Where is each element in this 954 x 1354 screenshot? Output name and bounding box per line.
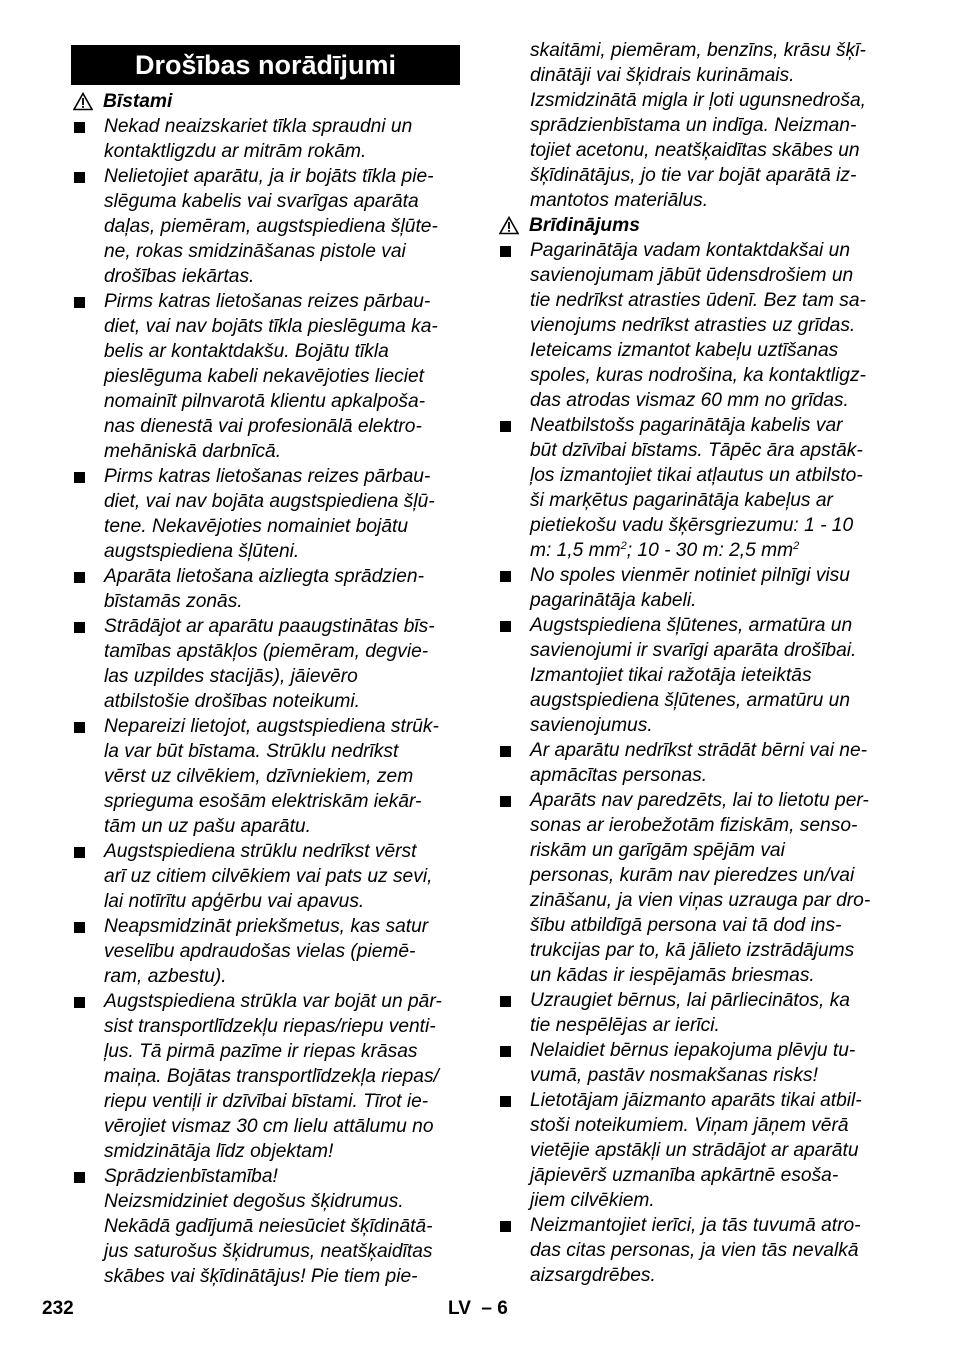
list-item-text: Sprādzienbīstamība! Neizsmidziniet degošus šķidrumus. Nekādā gadījumā neiesūciet šķīdinātā- jus saturošus šķidrumus, neatšķaidītas skābes vai šķīdinātājus! Pie tiem pie- xyxy=(104,1166,433,1287)
list-item-text: Augstspiediena strūklu nedrīkst vērst arī uz citiem cilvēkiem vai pats uz sevi, lai notīrītu apģērbu vai apavus. xyxy=(104,841,433,912)
list-item-text: Nepareizi lietojot, augstspiediena strūk- la var būt bīstama. Strūklu nedrīkst vērst uz cilvēkiem, dzīvniekiem, zem sprieguma esošām elektriskām iekār- tām un uz pašu aparātu. xyxy=(104,716,439,837)
list-item xyxy=(497,238,889,413)
list-item-text: Aparāts nav paredzēts, lai to lietotu per- sonas ar ierobežotām fiziskām, senso- riskām un garīgām spējām vai personas, kurām nav pieredzes un/vai zināšanu, ja vien viņas uzrauga par dro- šību atbildīgā persona vai tā dod ins- trukcijas par to, kā jālieto izstrādājums un kādas ir iespējamās briesmas. xyxy=(530,790,871,986)
square-bullet-icon xyxy=(500,571,511,582)
superscript: 2 xyxy=(793,540,800,552)
list-item xyxy=(497,788,889,988)
square-bullet-icon xyxy=(500,746,511,757)
list-item xyxy=(497,563,889,613)
list-item xyxy=(497,1088,889,1213)
list-item xyxy=(71,289,460,464)
list-item xyxy=(71,714,460,839)
square-bullet-icon xyxy=(74,122,85,133)
square-bullet-icon xyxy=(500,421,511,432)
list-item-text: Uzraugiet bērnus, lai pārliecinātos, ka tie nespēlējas ar ierīci. xyxy=(530,990,850,1036)
square-bullet-icon xyxy=(500,621,511,632)
right-column xyxy=(497,38,889,1288)
list-item-text: Nelietojiet aparātu, ja ir bojāts tīkla pie- slēguma kabelis vai svarīgas aparāta daļas, piemēram, augstspiediena šļūte- ne, rokas smidzināšanas pistole vai drošības iekārtas. xyxy=(104,166,438,287)
square-bullet-icon xyxy=(74,572,85,583)
danger-heading xyxy=(71,89,460,114)
danger-heading-label: Bīstami xyxy=(103,91,173,112)
list-item xyxy=(497,988,889,1038)
list-item xyxy=(71,1164,460,1289)
list-item-text: Lietotājam jāizmanto aparāts tikai atbil- stoši noteikumiem. Viņam jāņem vērā vietējie apstākļi un strādājot ar aparātu jāpievērš uzmanība apkārtnē esoša- jiem cilvēkiem. xyxy=(530,1090,862,1211)
list-item-text: Aparāta lietošana aizliegta sprādzien- bīstamās zonās. xyxy=(104,566,424,612)
square-bullet-icon xyxy=(500,796,511,807)
square-bullet-icon xyxy=(500,1046,511,1057)
list-item-text: Neizmantojiet ierīci, ja tās tuvumā atro- das citas personas, ja vien tās nevalkā aizsargdrēbes. xyxy=(530,1215,861,1286)
list-item-text: Nelaidiet bērnus iepakojuma plēvju tu- vumā, pastāv nosmakšanas risks! xyxy=(530,1040,856,1086)
list-item xyxy=(71,914,460,989)
list-item-text: Pirms katras lietošanas reizes pārbau- diet, vai nav bojāts tīkla pieslēguma ka- belis ar kontaktdakšu. Bojātu tīkla pieslēguma kabeli nekavējoties lieciet nomainīt pilnvarotā klientu apkalpoša- nas dienestā vai profesionālā elektro- mehāniskā darbnīcā. xyxy=(104,291,438,462)
warning-triangle-icon xyxy=(73,92,93,111)
list-item-text: Nekad neaizskariet tīkla spraudni un kontaktligzdu ar mitrām rokām. xyxy=(104,116,413,162)
list-item-text: Pagarinātāja vadam kontaktdakšai un savienojumam jābūt ūdensdrošiem un tie nedrīkst atrasties ūdenī. Bez tam sa- vienojums nedrīkst atrasties uz grīdas. Ieteicams izmantot kabeļu uztīšanas spoles, kuras nodrošina, ka kontaktligz- das atrodas vismaz 60 mm no grīdas. xyxy=(530,240,866,411)
left-column xyxy=(71,89,460,1289)
cable-text-a: Neatbilstošs pagarinātāja kabelis var būt dzīvībai bīstams. Tāpēc āra apstāk- ļos izmantojiet tikai atļautus un atbilsto- ši marķētus pagarinātāja kabeļus ar pietiekošu vadu šķērsgriezumu: 1 - 10 m: 1,5 mm xyxy=(530,415,863,561)
list-item-text: Augstspiediena strūkla var bojāt un pār- sist transportlīdzekļu riepas/riepu venti- ļus. Tā pirmā pazīme ir riepas krāsas maiņa. Bojātas transportlīdzekļa riepas/ riepu ventiļi ir dzīvībai bīstami. Tīrot ie- vērojiet vismaz 30 cm lielu attālumu no smidzinātāja līdz objektam! xyxy=(104,991,442,1162)
page-number: 232 xyxy=(42,1298,74,1319)
warning-heading xyxy=(497,213,889,238)
warning-list xyxy=(497,238,889,1288)
list-item xyxy=(71,989,460,1164)
warning-list-rest xyxy=(497,563,889,1288)
list-item xyxy=(71,839,460,914)
warning-triangle-icon xyxy=(499,216,519,235)
language-page-label: LV – 6 xyxy=(448,1298,508,1319)
list-item-text: Strādājot ar aparātu paaugstinātas bīs- tamības apstākļos (piemēram, degvie- las uzpildes stacijās), jāievēro atbilstošie drošības noteikumi. xyxy=(104,616,435,712)
square-bullet-icon xyxy=(500,996,511,1007)
list-item xyxy=(497,738,889,788)
list-item-text: Ar aparātu nedrīkst strādāt bērni vai ne- apmācītas personas. xyxy=(530,740,868,786)
square-bullet-icon xyxy=(74,472,85,483)
list-item xyxy=(71,164,460,289)
cable-text-b: ; 10 - 30 m: 2,5 mm xyxy=(626,540,794,561)
list-item-cable xyxy=(497,413,889,563)
list-item-text: Neapsmidzināt priekšmetus, kas satur veselību apdraudošas vielas (piemē- ram, azbestu). xyxy=(104,916,429,987)
list-item-text xyxy=(530,413,889,563)
warning-heading-label: Brīdinājums xyxy=(529,215,640,236)
square-bullet-icon xyxy=(500,1221,511,1232)
square-bullet-icon xyxy=(500,246,511,257)
continued-text: skaitāmi, piemēram, benzīns, krāsu šķī- dinātāji vai šķidrais kurināmais. Izsmidzinātā migla ir ļoti ugunsnedroša, sprādzienbīstama un indīga. Neizman- tojiet acetonu, neatšķaidītas skābes un šķīdinātājus, jo tie var bojāt aparātā iz- mantotos materiālus. xyxy=(530,40,866,211)
square-bullet-icon xyxy=(74,722,85,733)
square-bullet-icon xyxy=(74,622,85,633)
page-title: Drošības norādījumi xyxy=(71,45,460,85)
list-item xyxy=(71,614,460,714)
square-bullet-icon xyxy=(74,997,85,1008)
list-item xyxy=(71,464,460,564)
square-bullet-icon xyxy=(500,1096,511,1107)
list-item xyxy=(71,564,460,614)
square-bullet-icon xyxy=(74,172,85,183)
list-item-text: No spoles vienmēr notiniet pilnīgi visu pagarinātāja kabeli. xyxy=(530,565,850,611)
superscript: 2 xyxy=(620,540,627,552)
danger-list xyxy=(71,114,460,1289)
list-item xyxy=(497,613,889,738)
list-item-text: Augstspiediena šļūtenes, armatūra un savienojumi ir svarīgi aparāta drošībai. Izmantojiet tikai ražotāja ieteiktās augstspiediena šļūtenes, armatūru un savienojumus. xyxy=(530,615,857,736)
list-item xyxy=(71,114,460,164)
square-bullet-icon xyxy=(74,847,85,858)
square-bullet-icon xyxy=(74,297,85,308)
list-item xyxy=(497,1038,889,1088)
square-bullet-icon xyxy=(74,922,85,933)
square-bullet-icon xyxy=(74,1172,85,1183)
list-item-text: Pirms katras lietošanas reizes pārbau- diet, vai nav bojāta augstspiediena šļū- tene. Nekavējoties nomainiet bojātu augstspiediena šļūteni. xyxy=(104,466,435,562)
list-item xyxy=(497,1213,889,1288)
